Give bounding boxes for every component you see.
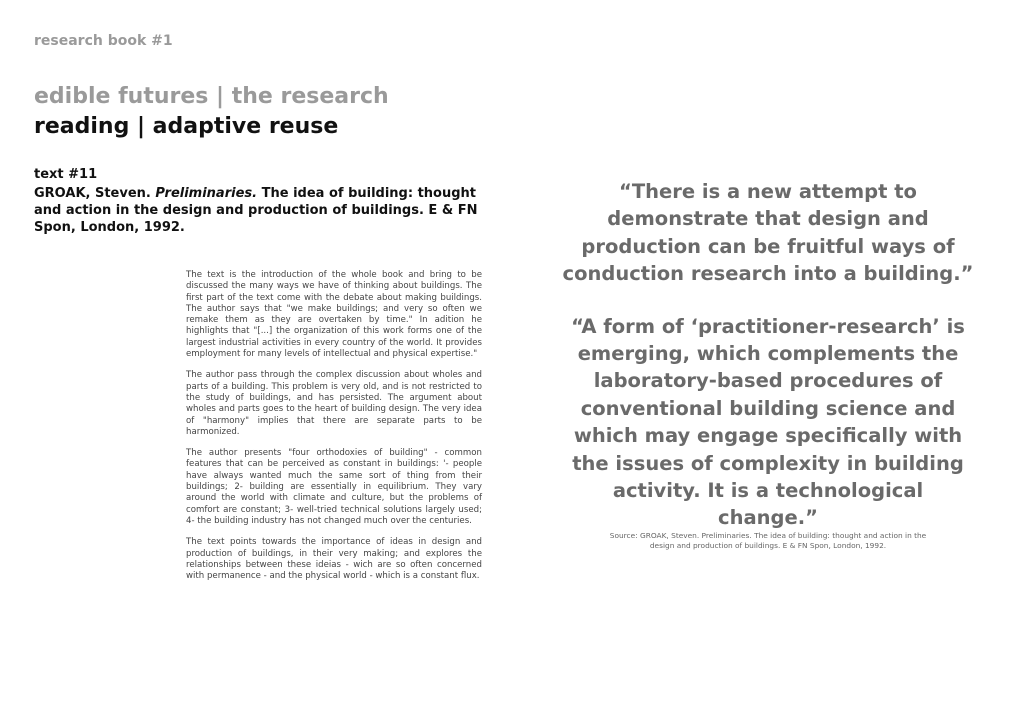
source-note: Source: GROAK, Steven. Preliminaries. The idea of building: thought and action in the design and production of buildings. E & FN Spon, London, 1992. [609, 531, 927, 550]
text-number: text #11 [34, 167, 98, 182]
summary-text [186, 270, 482, 592]
citation [34, 185, 484, 236]
pull-quote: “A form of ‘practitioner-research’ is emerging, which complements the laboratory-based procedures of conventional building science and which may engage specifically with the issues of complexity in building activity. It is a technological change.” [571, 314, 965, 530]
body-paragraph: The text is the introduction of the whole book and bring to be discussed the many ways we have of thinking about buildings. The first part of the text come with the debate about making buildings. The author says that "we make buildings; and very so often we remake them as they are overtaken by time." In adition he highlights that "[...] the organization of this work forms one of the largest industrial activities in every country of the world. It provides employment for many levels of intellectual and physical expertise." [186, 270, 482, 360]
body-paragraph: The author pass through the complex discussion about wholes and parts of a building. This problem is very old, and is not restricted to the study of buildings, and has persisted. The argument about wholes and parts goes to the heart of building design. The very idea of "harmony" implies that there are separate parts to be harmonized. [186, 370, 482, 437]
research-book-label: research book #1 [34, 33, 173, 49]
citation-details: The idea of building: thought and action in the design and production of buildings. E & FN Spon, London, 1992. [34, 186, 478, 235]
body-paragraph: The author presents "four orthodoxies of building" - common features that can be perceived as constant in buildings: '- people have always wanted much the same sort of thing from their buildings; 2- building are essentially in equilibrium. They vary around the world with climate and culture, but the problems of comfort are constant; 3- well-tried technical solutions largely used; 4- the building industry has not changed much over the centuries. [186, 448, 482, 526]
section-title: reading | adaptive reuse [34, 114, 339, 139]
project-title: edible futures | the research [34, 84, 389, 109]
body-paragraph: The text points towards the importance of ideas in design and production of buildings, in their very making; and explores the relationships between these ideias - wich are so often concerned with permanence - and the physical world - which is a constant flux. [186, 537, 482, 582]
citation-author: GROAK, Steven. [34, 186, 151, 201]
citation-work: Preliminaries. [155, 186, 258, 201]
pull-quotes [560, 178, 976, 557]
pull-quote: “There is a new attempt to demonstrate that design and production can be fruitful ways of conduction research into a building.” [562, 180, 974, 286]
